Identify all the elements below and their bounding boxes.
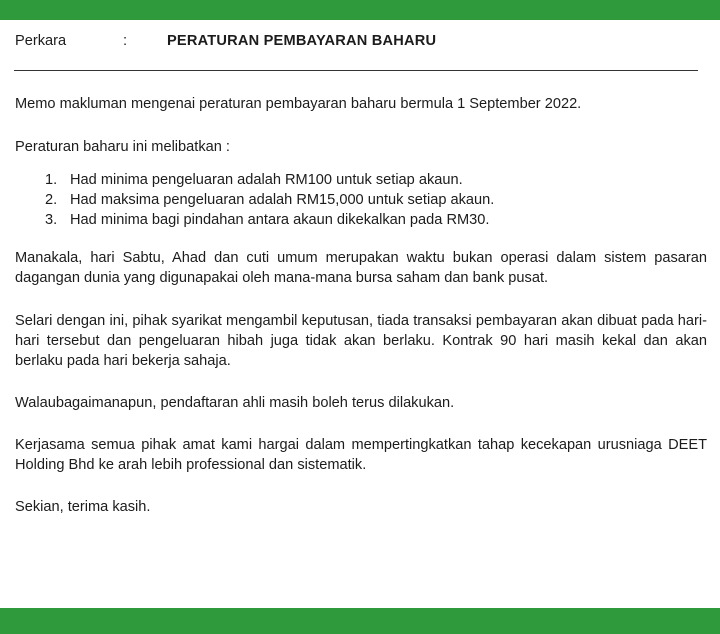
subject-label: Perkara bbox=[15, 33, 67, 49]
header-divider bbox=[14, 70, 698, 71]
subject-colon: : bbox=[123, 33, 128, 49]
rule-number: 2. bbox=[45, 192, 58, 208]
rule-number: 3. bbox=[45, 212, 58, 228]
intro-paragraph: Peraturan baharu ini melibatkan : bbox=[15, 139, 230, 155]
rule-number: 1. bbox=[45, 172, 58, 188]
rules-list bbox=[15, 170, 707, 230]
top-green-bar bbox=[0, 0, 720, 20]
memo-paragraph: Memo makluman mengenai peraturan pembayaran baharu bermula 1 September 2022. bbox=[15, 96, 582, 112]
subject-row bbox=[15, 33, 705, 55]
decision-paragraph: Selari dengan ini, pihak syarikat mengambil keputusan, tiada transaksi pembayaran akan dibuat pada hari-hari tersebut dan pengeluaran hibah juga tidak akan berlaku. Kontrak 90 hari masih kekal dan akan berlaku pada hari bekerja sahaja. bbox=[15, 313, 707, 369]
cooperation-paragraph: Kerjasama semua pihak amat kami hargai dalam mempertingkatkan tahap kecekapan urusniaga DEET Holding Bhd ke arah lebih professional dan sistematik. bbox=[15, 437, 707, 473]
bottom-green-bar bbox=[0, 608, 720, 634]
rule-text: Had minima bagi pindahan antara akaun dikekalkan pada RM30. bbox=[70, 212, 490, 228]
rule-item bbox=[15, 210, 707, 230]
rule-text: Had maksima pengeluaran adalah RM15,000 untuk setiap akaun. bbox=[70, 192, 495, 208]
closing-paragraph: Sekian, terima kasih. bbox=[15, 499, 151, 515]
rule-text: Had minima pengeluaran adalah RM100 untuk setiap akaun. bbox=[70, 172, 463, 188]
rule-item bbox=[15, 190, 707, 210]
subject-title: PERATURAN PEMBAYARAN BAHARU bbox=[167, 33, 437, 49]
memo-body bbox=[15, 94, 707, 517]
rule-item bbox=[15, 170, 707, 190]
weekend-paragraph: Manakala, hari Sabtu, Ahad dan cuti umum merupakan waktu bukan operasi dalam sistem pasaran dagangan dunia yang digunapakai oleh mana-mana bursa saham dan bank pusat. bbox=[15, 250, 707, 286]
registration-paragraph: Walaubagaimanapun, pendaftaran ahli masih boleh terus dilakukan. bbox=[15, 395, 455, 411]
